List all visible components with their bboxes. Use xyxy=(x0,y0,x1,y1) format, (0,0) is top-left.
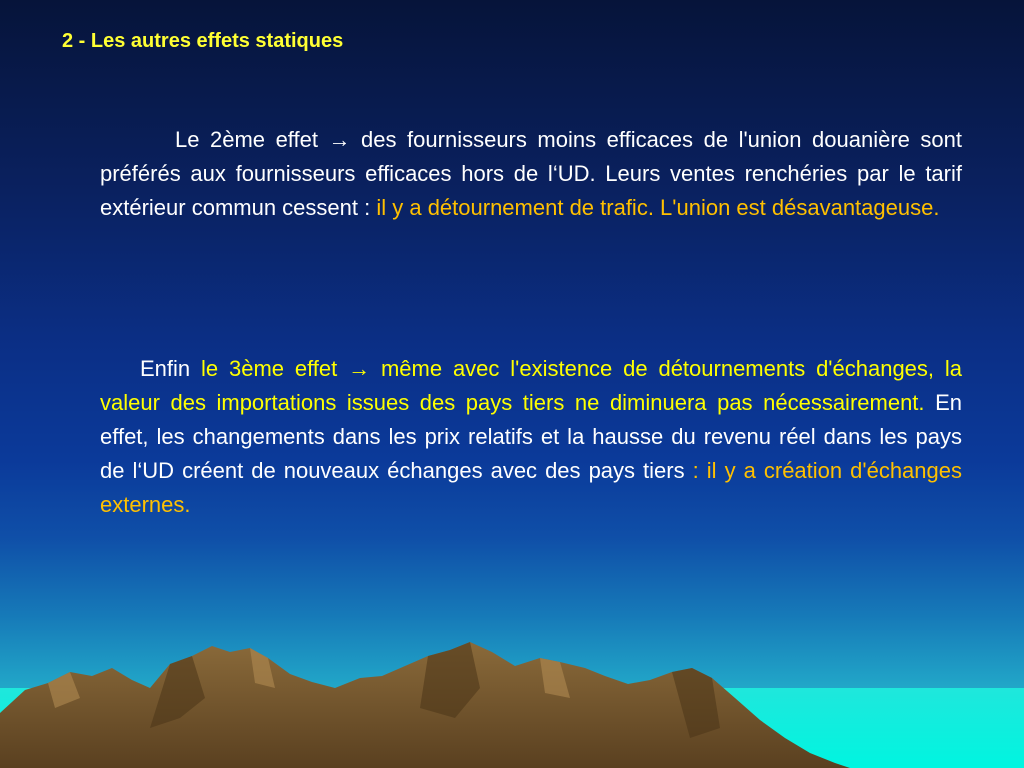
slide-title: 2 - Les autres effets statiques xyxy=(62,30,344,52)
p2-highlight-end: même avec l'existence de détournements d'échanges, la valeur des importations issues des pays tiers ne diminuera pas nécessairement. xyxy=(100,356,962,415)
paragraph-second-effect xyxy=(100,123,962,225)
right-arrow-icon: → xyxy=(328,127,351,152)
paragraph-third-effect xyxy=(100,352,962,522)
p2-text-intro: Enfin xyxy=(140,356,201,381)
p2-text-body: En effet, les changements dans les prix relatifs et la hausse du revenu réel dans les pays de l‘UD créent de nouveaux échanges avec des pays tiers xyxy=(100,390,962,483)
mountain-landscape-image xyxy=(0,628,1024,768)
p1-text-body: des fournisseurs moins efficaces de l'union douanière sont préférés aux fournisseurs efficaces hors de l‘UD. Leurs ventes renchéries par le tarif extérieur commun cessent : xyxy=(100,127,963,220)
p2-highlight-start: le 3ème effet xyxy=(201,356,349,381)
right-arrow-icon: → xyxy=(348,356,371,381)
p1-text-intro: Le 2ème effet xyxy=(175,127,329,152)
p2-conclusion: : il y a création d'échanges externes. xyxy=(100,458,962,517)
p1-conclusion: il y a détournement de trafic. L'union est désavantageuse. xyxy=(376,195,940,220)
